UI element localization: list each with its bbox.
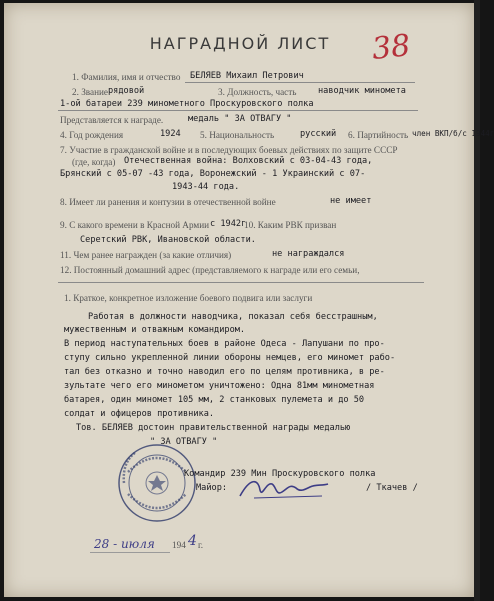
- field-position-value: наводчик миномета: [318, 86, 406, 96]
- field-prior-awards-value: не награждался: [272, 249, 345, 259]
- field-rank-label: 2. Звание: [72, 87, 108, 97]
- rule: [185, 82, 415, 83]
- narrative-line: зультате чего его минометом уничтожено: Одна 81мм минометная: [64, 381, 375, 391]
- field-birthyear-label: 4. Год рождения: [60, 130, 124, 140]
- field-nationality-value: русский: [300, 129, 337, 139]
- field-name-value: БЕЛЯЕВ Михаил Петрович: [190, 71, 304, 81]
- field-position-continued: 1-ой батареи 239 минометного Проскуровского полка: [60, 99, 314, 109]
- field-wounds-label: 8. Имеет ли ранения и контузии в отечественной войне: [60, 197, 276, 207]
- narrative-line: мужественным и отважным командиром.: [64, 325, 246, 335]
- field-army-since-value: с 1942г: [210, 219, 247, 229]
- date-year-prefix: 194: [172, 540, 186, 550]
- narrative-line: В период наступательных боев в районе Одеса - Лапушани по про-: [64, 339, 385, 349]
- document-title: НАГРАДНОЙ ЛИСТ: [149, 34, 331, 53]
- field-participation-label: 7. Участие в гражданской войне и в последующих боевых действиях по защите СССР: [60, 145, 398, 155]
- field-participation-value-1: Отечественная война: Волховский с 03-04-43 года,: [124, 156, 373, 166]
- narrative-line: Работая в должности наводчика, показал себя бесстрашным,: [88, 312, 378, 322]
- narrative-line: солдат и офицеров противника.: [64, 409, 215, 419]
- commander-name: / Ткачев /: [366, 483, 418, 493]
- field-participation-where: (где, когда): [72, 157, 116, 167]
- commander-rank: Майор:: [196, 483, 228, 493]
- field-draft-label: 10. Каким РВК призван: [244, 220, 337, 230]
- rule: [58, 110, 418, 111]
- field-party-value: член ВКП/б/с 1944г: [412, 129, 494, 138]
- field-participation-value-3: 1943-44 года.: [172, 182, 240, 192]
- field-rank-value: рядовой: [108, 86, 145, 96]
- field-award-label: Представляется к награде.: [60, 115, 164, 125]
- narrative-line: " ЗА ОТВАГУ ": [150, 437, 218, 447]
- scan-edge: [474, 0, 480, 601]
- field-nationality-label: 5. Национальность: [200, 130, 275, 140]
- date-day-month: 28 - июля: [94, 537, 155, 551]
- page-number: 38: [370, 28, 412, 67]
- commander-line: Командир 239 Мин Проскуровского полка: [184, 469, 376, 479]
- field-award-value: медаль " ЗА ОТВАГУ ": [188, 114, 292, 124]
- rule: [58, 282, 424, 283]
- field-prior-awards-label: 11. Чем ранее награжден (за какие отличия): [60, 250, 232, 260]
- field-wounds-value: не имеет: [330, 196, 372, 206]
- date-suffix: г.: [198, 540, 204, 550]
- date-rule: [90, 552, 170, 553]
- narrative-line: ступу сильно укрепленной линии обороны немцев, его миномет рабо-: [64, 353, 396, 363]
- narrative-line: Тов. БЕЛЯЕВ достоин правительственной награды медалью: [76, 423, 351, 433]
- summary-label: 1. Краткое, конкретное изложение боевого подвига или заслуги: [64, 293, 313, 303]
- field-draft-value: Серетский РВК, Ивановской области.: [80, 235, 256, 245]
- field-party-label: 6. Партийность: [348, 130, 409, 140]
- field-name-label: 1. Фамилия, имя и отчество: [72, 72, 181, 82]
- handwritten-signature: [236, 474, 332, 504]
- field-birthyear-value: 1924: [160, 129, 181, 139]
- date-year-digit: 4: [188, 533, 197, 549]
- round-stamp: [116, 442, 198, 524]
- field-position-label: 3. Должность, часть: [218, 87, 297, 97]
- field-participation-value-2: Брянский с 05-07 -43 года, Воронежский - 1 Украинский с 07-: [60, 169, 366, 179]
- narrative-line: тал без отказно и точно наводил его по целям противника, в ре-: [64, 367, 385, 377]
- field-address-label: 12. Постоянный домашний адрес (представляемого к награде или его семьи,: [60, 265, 360, 275]
- field-army-since-label: 9. С какого времени в Красной Армии: [60, 220, 210, 230]
- narrative-line: батарея, один миномет 105 мм, 2 станковых пулемета и до 50: [64, 395, 365, 405]
